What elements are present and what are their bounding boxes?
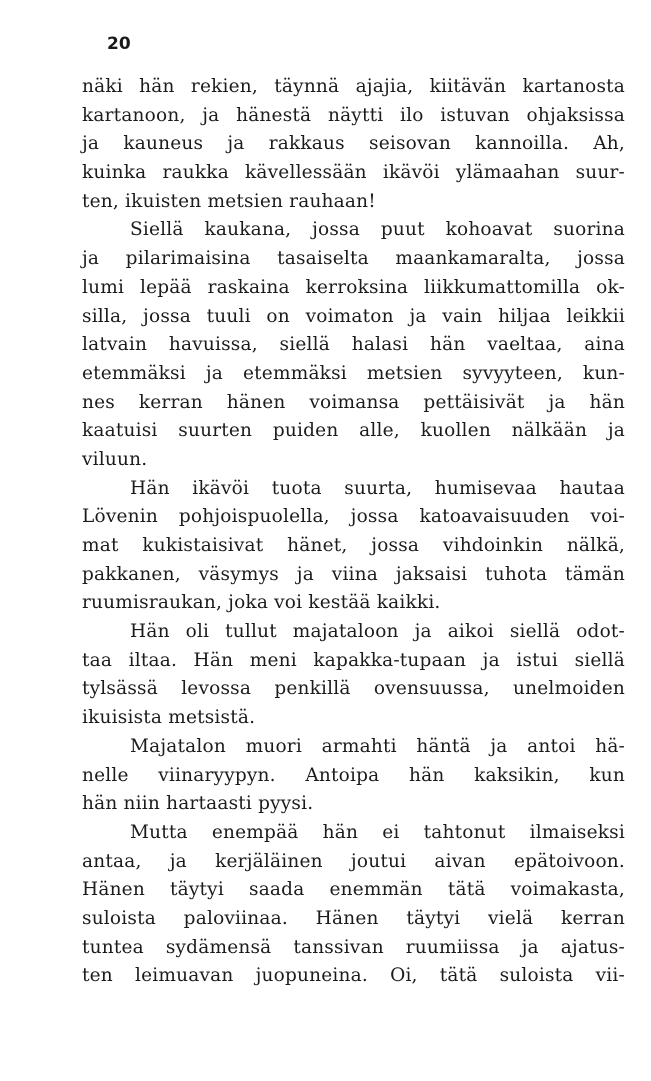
text-line: ja pilarimaisina tasaiselta maankamaralta, jossa xyxy=(82,248,625,270)
text-line: tylsässä levossa penkillä ovensuussa, unelmoiden xyxy=(82,678,625,700)
text-line: etemmäksi ja etemmäksi metsien syvyyteen, kun- xyxy=(82,362,625,384)
page-number: 20 xyxy=(107,34,131,54)
text-line: pakkanen, väsymys ja viina jaksaisi tuhota tämän xyxy=(82,563,625,585)
text-line: antaa, ja kerjäläinen joutui aivan epätoivoon. xyxy=(82,850,625,872)
text-line: silla, jossa tuuli on voimaton ja vain hiljaa leikkii xyxy=(82,305,625,327)
text-line: Majatalon muori armahti häntä ja antoi hä- xyxy=(130,735,625,757)
body-text xyxy=(82,73,625,991)
text-line: mat kukistaisivat hänet, jossa vihdoinkin nälkä, xyxy=(82,535,625,556)
text-line: nes kerran hänen voimansa pettäisivät ja hän xyxy=(82,391,625,413)
text-line: näki hän rekien, täynnä ajajia, kiitävän kartanosta xyxy=(82,76,625,97)
text-line: ten, ikuisten metsien rauhaan! xyxy=(82,190,376,212)
text-line: viluun. xyxy=(82,448,148,470)
text-line: ruumisraukan, joka voi kestää kaikki. xyxy=(82,592,441,614)
text-line: Hän oli tullut majataloon ja aikoi siellä odot- xyxy=(130,621,625,643)
text-line: Lövenin pohjoispuolella, jossa katoavaisuuden voi- xyxy=(82,506,625,528)
text-line: nelle viinaryypyn. Antoipa hän kaksikin, kun xyxy=(82,764,625,786)
text-line: kartanoon, ja hänestä näytti ilo istuvan ohjaksissa xyxy=(82,104,625,126)
text-line: latvain havuissa, siellä halasi hän vaeltaa, aina xyxy=(82,334,625,356)
text-line: ja kauneus ja rakkaus seisovan kannoilla. Ah, xyxy=(82,133,625,155)
text-line: Hänen täytyi saada enemmän tätä voimakasta, xyxy=(82,879,625,901)
text-line: ten leimuavan juopuneina. Oi, tätä suloista vii- xyxy=(82,965,625,987)
text-line: taa iltaa. Hän meni kapakka-tupaan ja istui siellä xyxy=(82,649,625,671)
text-line: hän niin hartaasti pyysi. xyxy=(82,793,314,815)
text-line: ikuisista metsistä. xyxy=(82,707,256,729)
text-line: Mutta enempää hän ei tahtonut ilmaiseksi xyxy=(130,821,625,843)
text-line: lumi lepää raskaina kerroksina liikkumattomilla ok- xyxy=(82,276,625,298)
text-line: kuinka raukka kävellessään ikävöi ylämaahan suur- xyxy=(82,162,625,184)
text-line: suloista paloviinaa. Hänen täytyi vielä kerran xyxy=(82,907,625,929)
text-line: tuntea sydämensä tanssivan ruumiissa ja ajatus- xyxy=(82,936,625,958)
text-line: Hän ikävöi tuota suurta, humisevaa hautaa xyxy=(130,477,625,499)
text-line: Siellä kaukana, jossa puut kohoavat suorina xyxy=(130,219,625,241)
text-line: kaatuisi suurten puiden alle, kuollen nälkään ja xyxy=(82,420,625,442)
